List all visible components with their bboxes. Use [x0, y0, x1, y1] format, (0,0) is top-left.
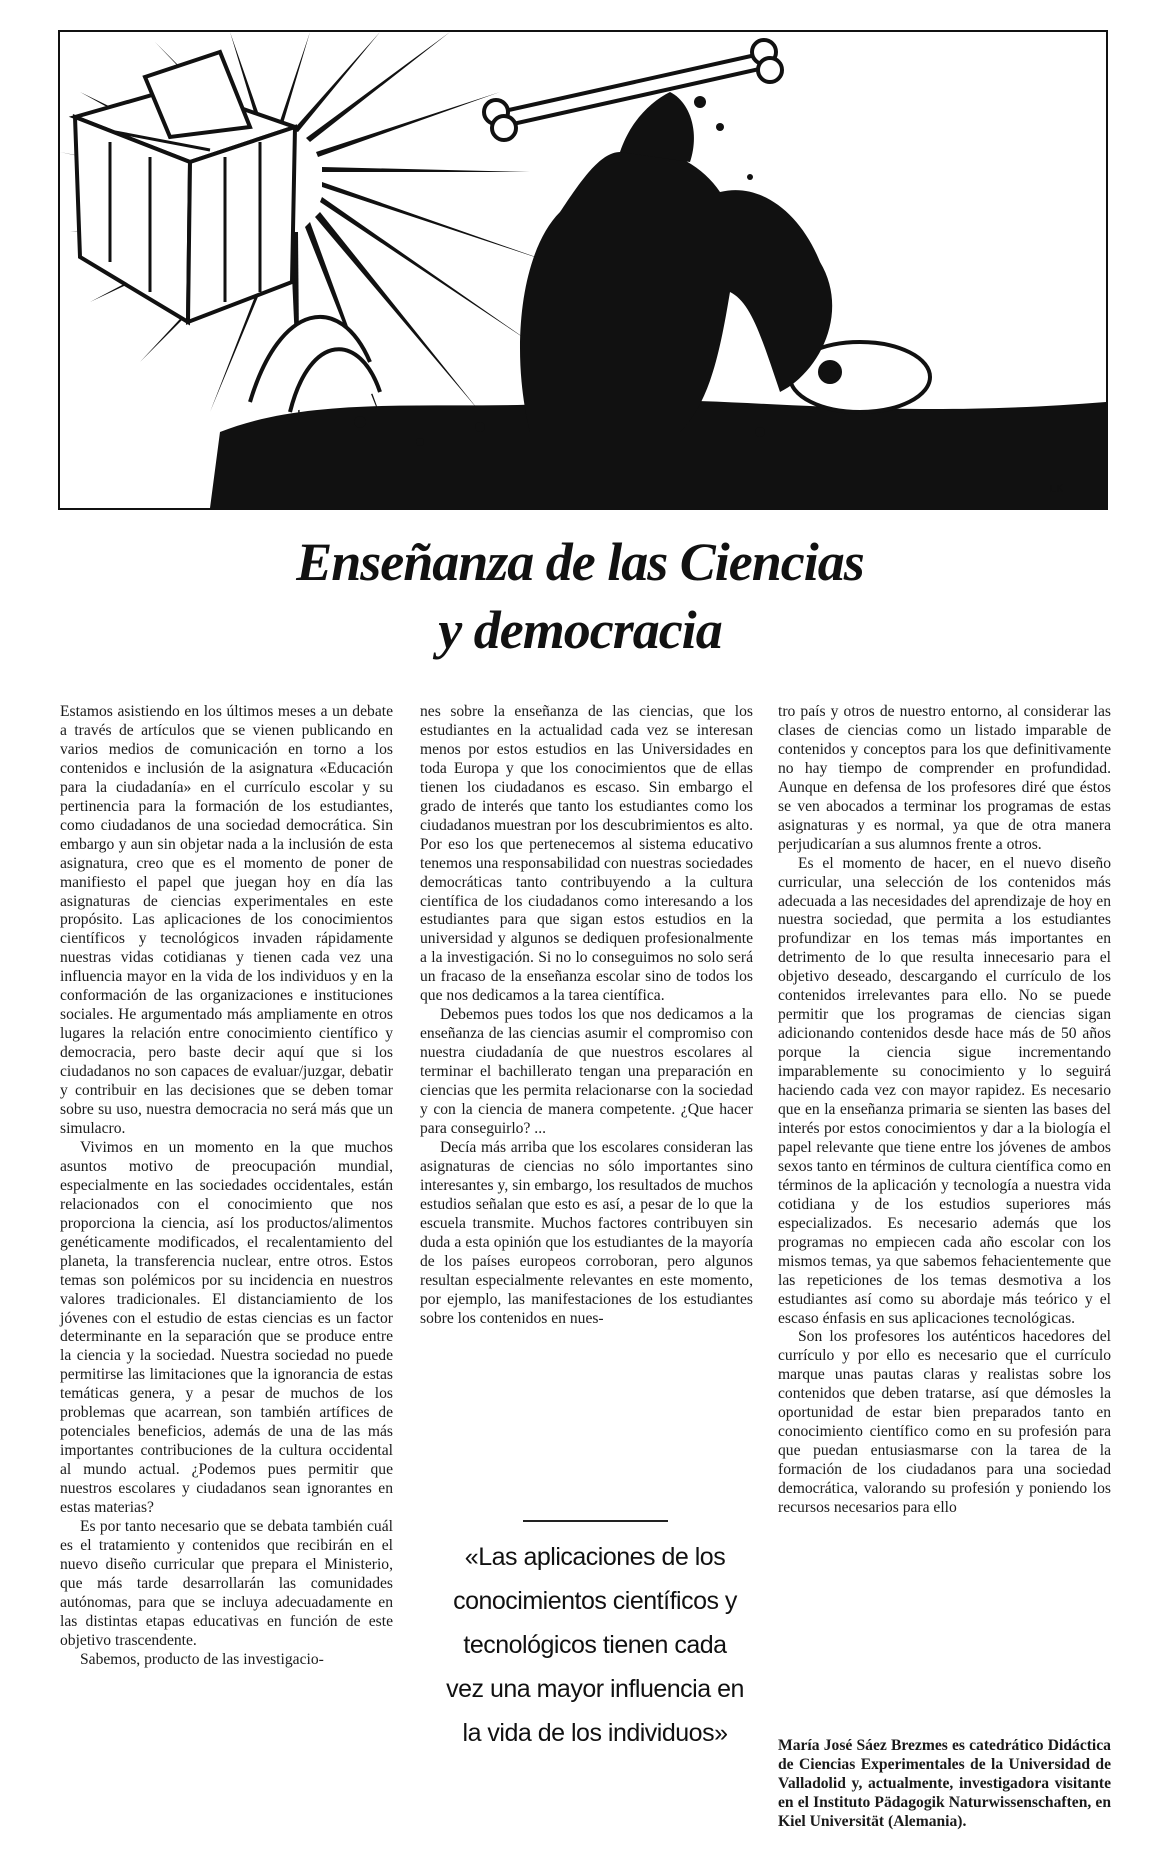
article-column-2 — [420, 703, 753, 1328]
pullquote: «Las aplicaciones de los conocimientos científicos y tecnológicos tienen cada vez una mayor influencia en la vida de los individuos» — [446, 1543, 744, 1747]
paragraph: tro país y otros de nuestro entorno, al considerar las clases de ciencias como un listado imparable de contenidos y conceptos para los que definitivamente no hay tiempo de comprender en profundidad. Aunque en defensa de los profesores diré que éstos se ven abocados a terminar los programas de estas asignaturas y es normal, ya que de otra manera perjudicarían a sus alumnos frente a otros. — [778, 703, 1111, 853]
article-illustration — [58, 30, 1108, 510]
bone-club-icon — [484, 40, 782, 140]
paragraph: nes sobre la enseñanza de las ciencias, que los estudiantes en la actualidad cada vez se interesan menos por estos estudios en las Universidades en toda Europa y que los conocimientos que de ellas tienen los ciudadanos es escaso. Sin embargo el grado de interés que tanto los estudiantes como los ciudadanos muestran por los descubrimientos es alto. Por eso los que pertenecemos al sistema educativo tenemos una responsabilidad con nuestras sociedades democráticas tanto contribuyendo a la cultura científica de los ciudadanos como interesando a los estudiantes para que sigan estos estudios en la universidad y algunos se dediquen profesionalmente a la investigación. Si no lo conseguimos no solo será un fracaso de la enseñanza escolar sino de todos los que nos dedicamos a la tarea científica. — [420, 703, 754, 1005]
author-name: María José Sáez Brezmes — [778, 1737, 948, 1754]
headline — [150, 528, 1010, 664]
pullquote-rule — [523, 1520, 668, 1522]
illustration-signature: LK — [1050, 483, 1064, 495]
ballot-box-and-caveman-illustration — [60, 32, 1106, 508]
paragraph: Sabemos, producto de las investigacio- — [80, 1650, 324, 1668]
article-column-3 — [778, 703, 1111, 1518]
paragraph: Debemos pues todos los que nos dedicamos a la enseñanza de las ciencias asumir el compromiso con nuestra ciudadanía de que nuestros escolares al terminar el bachillerato tengan una preparación en ciencias que les permita relacionarse con la sociedad y con la ciencia de manera competente. ¿Que hacer para conseguirlo? ... — [420, 1006, 753, 1137]
caveman-icon — [520, 92, 832, 432]
paragraph: Es por tanto necesario que se debata también cuál es el tratamiento y contenidos que recibirán en el nuevo diseño curricular que prepara el Ministerio, que más tarde desarrollarán las comunidades autónomas, para que se incluya adecuadamente en las distintas etapas educativas en función de este objetivo trascendente. — [60, 1517, 393, 1649]
paragraph: Son los profesores los auténticos hacedores del currículo y por ello es necesario que el currículo marque unas pautas claras y realistas sobre los contenidos que deben tratarse, así que démosles la oportunidad de estar bien preparados tanto en conocimiento científico como en su profesión para que puedan entusiasmarse con la tarea de la formación de los ciudadanos para una sociedad democrática, valorando su profesión y poniendo los recursos necesarios para ello — [778, 1328, 1111, 1517]
paragraph: Vivimos en un momento en la que muchos asuntos motivo de preocupación mundial, especialmente en las sociedades occidentales, están relacionados con el conocimiento que nos proporciona la ciencia, así los productos/alimentos genéticamente modificados, el recalentamiento del planeta, la transferencia nuclear, entre otros. Estos temas son polémicos por su incidencia en nuestros valores tradicionales. El distanciamiento de los jóvenes con el estudio de estas ciencias es un factor determinante en la separación que se produce entre la ciencia y la sociedad. Nuestra sociedad no puede permitirse las limitaciones que la ignorancia de estas temáticas genera, y a pesar de muchos de los problemas que acarrean, son también artífices de potenciales beneficios, además de una de las más importantes contribuciones de la cultura occidental al mundo actual. ¿Podemos pues permitir que nuestros escolares y ciudadanos sean ignorantes en estas materias? — [60, 1138, 393, 1517]
author-description: es catedrático Didáctica de Ciencias Experimentales de la Universidad de Valladolid y, actualmente, investigadora visitante en el Instituto Pädagogik Naturwissenschaften, en Kiel Universität (Alemania). — [778, 1737, 1111, 1830]
author-bio — [778, 1737, 1111, 1832]
ballot-box-icon — [75, 52, 295, 322]
headline-line-2: y democracia — [438, 600, 722, 660]
paragraph: Decía más arriba que los escolares consideran las asignaturas de ciencias no sólo importantes sino interesantes y, sin embargo, los resultados de muchos estudios señalan que esto es así, a pesar de lo que la escuela transmite. Muchos factores contribuyen sin duda a esta opinión que los estudiantes de la mayoría de los países europeos corroboran, pero algunos resultan especialmente relevantes en este momento, por ejemplo, las manifestaciones de los estudiantes sobre los contenidos en nues- — [420, 1138, 753, 1327]
article-column-1 — [60, 703, 393, 1670]
headline-line-1: Enseñanza de las Ciencias — [296, 532, 864, 592]
paragraph: Es el momento de hacer, en el nuevo diseño curricular, una selección de los contenidos más adecuada a las necesidades del aprendizaje de hoy en nuestra sociedad, que permita a los estudiantes profundizar en los temas más importantes en detrimento de lo que resulta innecesario para el objetivo deseado, descargando el currículo de los contenidos irrelevantes para ello. No se puede permitir que los programas de ciencias sigan adicionando contenidos desde hace más de 50 años porque la ciencia sigue incrementando imparablemente su conocimiento y lo seguirá haciendo cada vez con mayor rapidez. Es necesario que en la enseñanza primaria se sienten las bases del interés por estos conocimientos y dar a la biología el papel relevante que tiene entre los jóvenes de ambos sexos tanto en términos de cultura científica como en términos de la aplicación y tecnología a nuestra vida cotidiana y de los estudios superiores más especializados. Es necesario además que los programas no empiecen cada año escolar con los mismos temas, ya que sabemos fehacientemente que las repeticiones de los temas desmotiva a los estudiantes así como su abordaje más teórico y el escaso énfasis en sus aplicaciones tecnológicas. — [778, 854, 1111, 1327]
paragraph: Estamos asistiendo en los últimos meses a un debate a través de artículos que se vienen publicando en varios medios de comunicación en torno a los contenidos e inclusión de la asignatura «Educación para la ciudadanía» en el currículo escolar y su pertinencia para la formación de los estudiantes, como ciudadanos de una sociedad democrática. Sin embargo y aun sin objetar nada a la inclusión de esta asignatura, creo que es el momento de poner de manifiesto el papel que juegan hoy en día las asignaturas de ciencias experimentales en este propósito. Las aplicaciones de los conocimientos científicos y tecnológicos invaden rápidamente nuestras vidas cotidianas y tienen cada vez una influencia mayor en la vida de los individuos y en la conformación de las organizaciones e instituciones sociales. He argumentado más ampliamente en otros lugares la relación entre conocimiento científico y democracia, pero baste decir aquí que si los ciudadanos no son capaces de evaluar/juzgar, debatir y contribuir en las decisiones que se deben tomar sobre su uso, nuestra democracia no será más que un simulacro. — [60, 703, 393, 1137]
